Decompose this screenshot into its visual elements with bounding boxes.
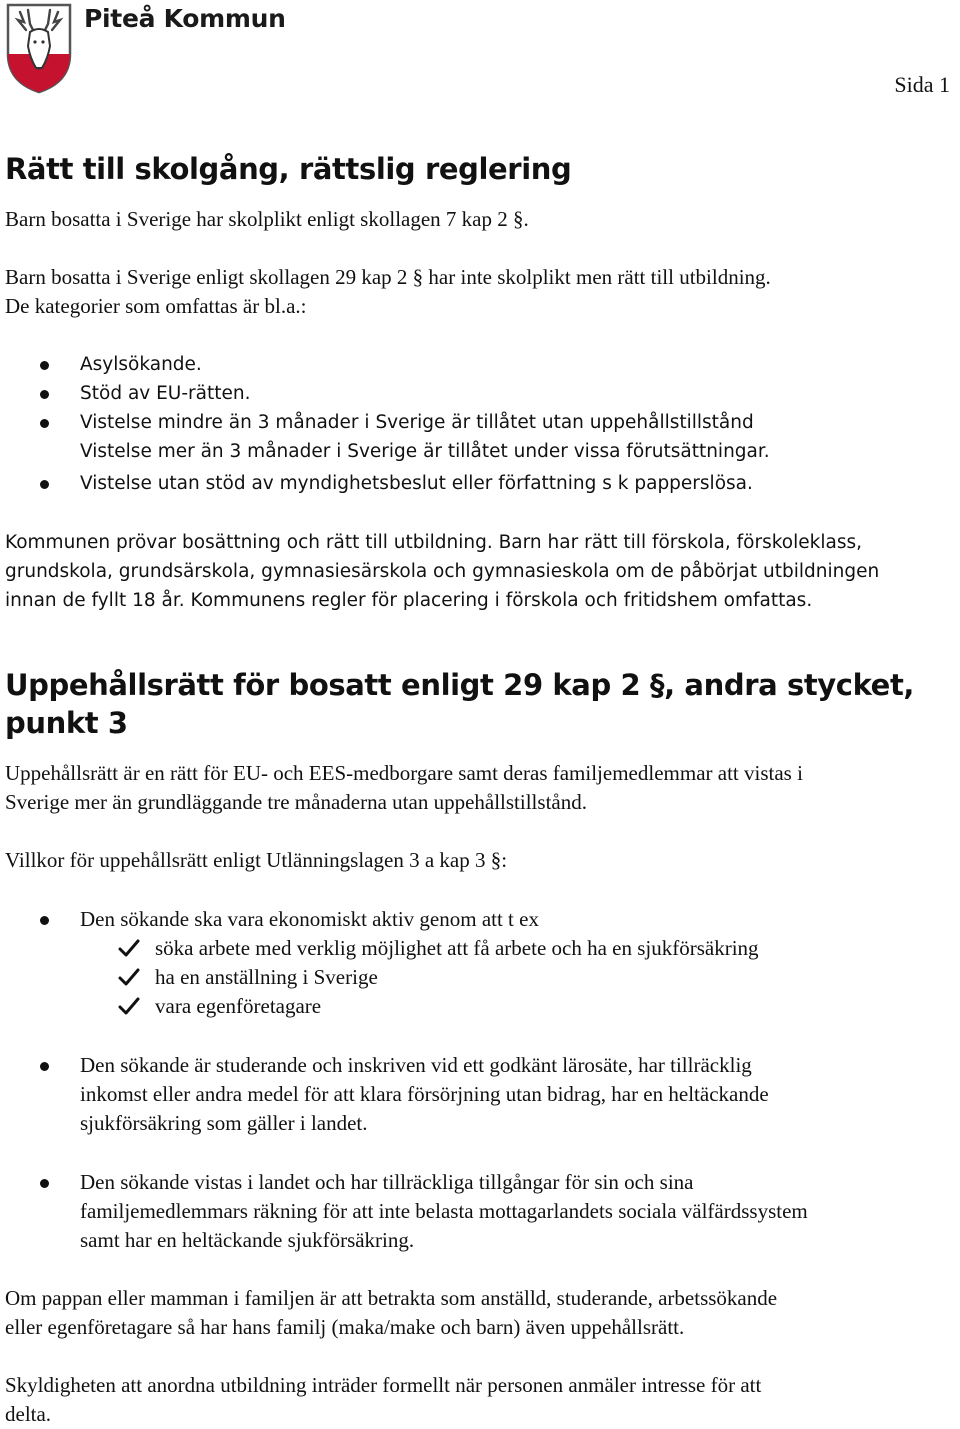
check-list-item-text: söka arbete med verklig möjlighet att få arbete och ha en sjukförsäkring	[155, 936, 759, 960]
paragraph-line: innan de fyllt 18 år. Kommunens regler för placering i förskola och fritidshem omfattas.	[5, 590, 813, 611]
paragraph-right-of-residence-definition	[5, 759, 956, 817]
paragraph-line: Barn bosatta i Sverige har skolplikt enligt skollagen 7 kap 2 §.	[5, 207, 529, 231]
conditions-bullet-2	[0, 1051, 955, 1138]
category-bullet-list	[0, 350, 955, 498]
list-item	[0, 469, 955, 498]
coat-of-arms-logo	[4, 2, 74, 94]
list-item	[0, 379, 955, 408]
paragraph-line: Om pappan eller mamman i familjen är att betrakta som anställd, studerande, arbetssökande	[5, 1286, 778, 1310]
list-item	[0, 1051, 955, 1138]
section-heading-school-rights: Rätt till skolgång, rättslig reglering	[5, 152, 572, 186]
paragraph-line: Kommunen prövar bosättning och rätt till utbildning. Barn har rätt till förskola, förskoleklass,	[5, 532, 862, 553]
paragraph-line: Villkor för uppehållsrätt enligt Utlänningslagen 3 a kap 3 §:	[5, 848, 508, 872]
bullet-icon	[40, 419, 49, 428]
list-item-text: familjemedlemmars räkning för att inte belasta mottagarlandets sociala välfärdssystem	[80, 1199, 808, 1223]
list-item	[0, 905, 955, 934]
checkmark-icon	[118, 967, 140, 987]
bullet-icon	[40, 1179, 49, 1188]
list-item-text: Vistelse mer än 3 månader i Sverige är tillåtet under vissa förutsättningar.	[80, 441, 770, 462]
paragraph-conditions-intro	[5, 846, 956, 875]
page-number: Sida 1	[894, 72, 950, 97]
list-item	[0, 1168, 955, 1255]
heading-line: Uppehållsrätt för bosatt enligt 29 kap 2 §, andra stycket,	[5, 668, 915, 702]
list-item-text: sjukförsäkring som gäller i landet.	[80, 1111, 368, 1135]
paragraph-line: grundskola, grundsärskola, gymnasiesärskola och gymnasieskola om de påbörjat utbildningen	[5, 561, 880, 582]
list-item-text: Vistelse utan stöd av myndighetsbeslut eller författning s k papperslösa.	[80, 473, 753, 494]
bullet-icon	[40, 916, 49, 925]
list-item-text: Den sökande vistas i landet och har tillräckliga tillgångar för sin och sina	[80, 1170, 694, 1194]
conditions-bullet-3	[0, 1168, 955, 1255]
organization-name: Piteå Kommun	[84, 4, 286, 33]
paragraph-line: eller egenföretagare så har hans familj (maka/make och barn) även uppehållsrätt.	[5, 1315, 685, 1339]
paragraph-line: Uppehållsrätt är en rätt för EU- och EES-medborgare samt deras familjemedlemmar att vistas i	[5, 761, 803, 785]
bullet-icon	[40, 480, 49, 489]
paragraph-line: Skyldigheten att anordna utbildning inträder formellt när personen anmäler intresse för att	[5, 1373, 762, 1397]
section-heading-right-of-residence	[5, 666, 950, 742]
paragraph-line: Sverige mer än grundläggande tre månaderna utan uppehållstillstånd.	[5, 790, 587, 814]
paragraph-line: Barn bosatta i Sverige enligt skollagen 29 kap 2 § har inte skolplikt men rätt till utbildning.	[5, 265, 771, 289]
economic-activity-check-list	[0, 934, 759, 1021]
checkmark-icon	[118, 996, 140, 1016]
list-item-text: Stöd av EU-rätten.	[80, 383, 251, 404]
paragraph-compulsory-schooling	[5, 205, 956, 234]
paragraph-obligation-to-provide-education	[5, 1371, 956, 1429]
list-item-text: Den sökande ska vara ekonomiskt aktiv genom att t ex	[80, 907, 539, 931]
list-item-text: samt har en heltäckande sjukförsäkring.	[80, 1228, 415, 1252]
conditions-bullet-1	[0, 905, 955, 934]
bullet-icon	[40, 1062, 49, 1071]
heading-line: punkt 3	[5, 706, 128, 740]
reindeer-coat-of-arms-icon	[4, 2, 74, 94]
paragraph-family-right-of-residence	[5, 1284, 956, 1342]
check-list-item	[0, 992, 759, 1021]
paragraph-line: delta.	[5, 1402, 52, 1426]
list-item-text: Den sökande är studerande och inskriven vid ett godkänt lärosäte, har tillräcklig	[80, 1053, 752, 1077]
bullet-icon	[40, 390, 49, 399]
check-list-item	[0, 963, 759, 992]
list-item-text: inkomst eller andra medel för att klara försörjning utan bidrag, har en heltäckande	[80, 1082, 769, 1106]
check-list-item-text: vara egenföretagare	[155, 994, 322, 1018]
list-item	[0, 408, 955, 466]
paragraph-line: De kategorier som omfattas är bl.a.:	[5, 294, 307, 318]
check-list-item	[0, 934, 759, 963]
check-list-item-text: ha en anställning i Sverige	[155, 965, 378, 989]
list-item	[0, 350, 955, 379]
list-item-text: Asylsökande.	[80, 354, 202, 375]
bullet-icon	[40, 361, 49, 370]
paragraph-right-to-education	[5, 263, 956, 321]
list-item-text: Vistelse mindre än 3 månader i Sverige är tillåtet utan uppehållstillstånd	[80, 412, 754, 433]
checkmark-icon	[118, 938, 140, 958]
paragraph-municipality-assessment	[5, 528, 956, 615]
